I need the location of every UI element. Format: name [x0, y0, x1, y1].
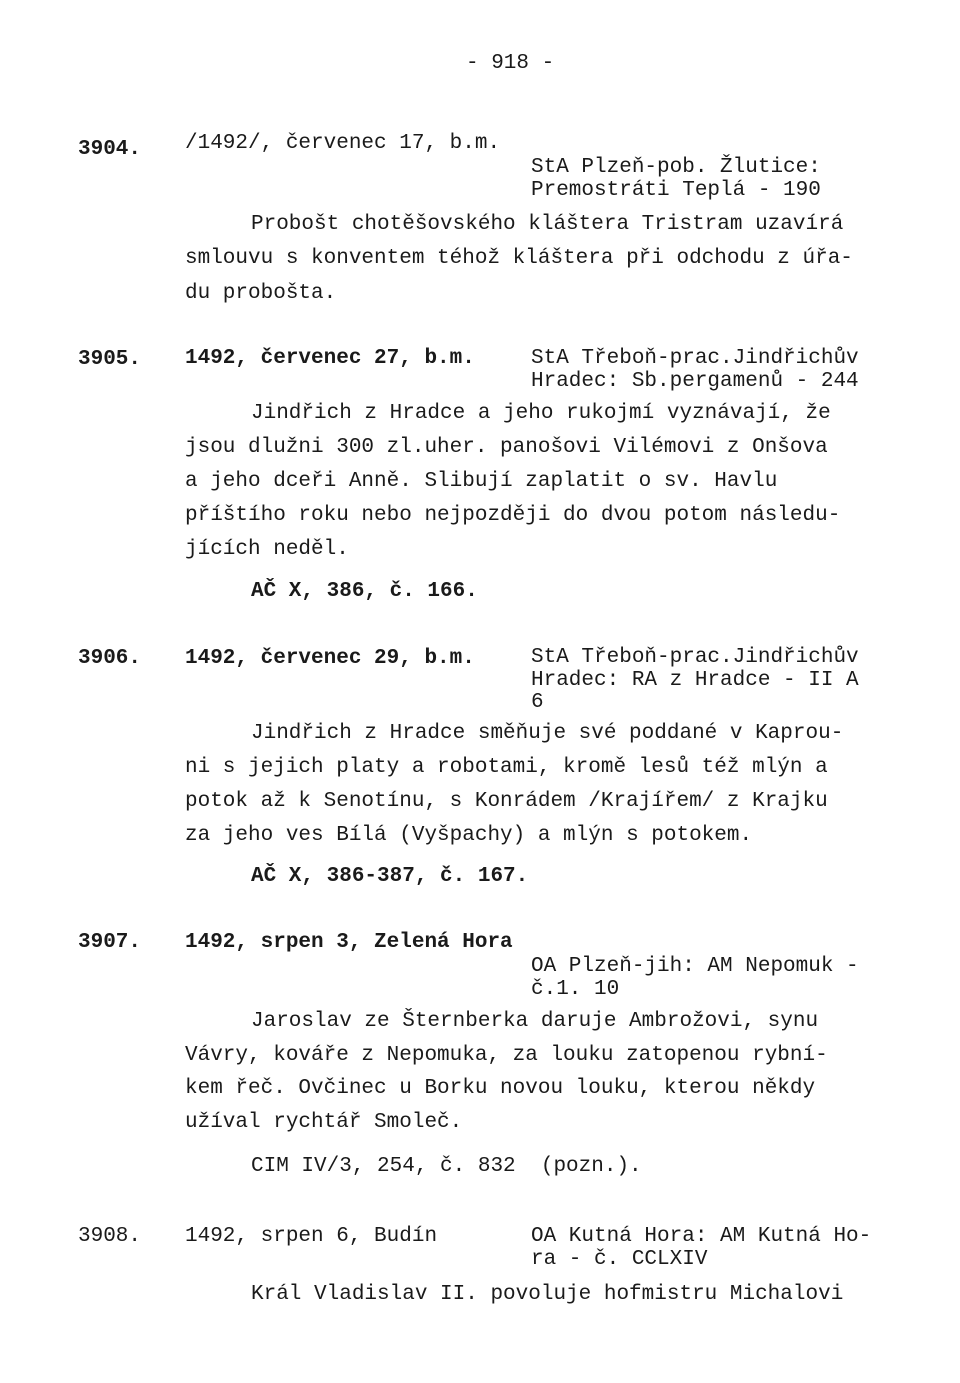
entry-number: 3907.: [78, 931, 142, 954]
regest-line: Jaroslav ze Šternberka daruje Ambrožovi, synu: [251, 1010, 819, 1033]
entry-date: 1492, červenec 29, b.m.: [185, 647, 475, 670]
page-number: - 918 -: [466, 52, 555, 75]
regest-line: Jindřich z Hradce směňuje své poddané v Kaprou-: [251, 722, 844, 745]
citation: AČ X, 386, č. 166.: [251, 580, 478, 603]
archive-line: ra - č. CCLXIV: [531, 1248, 708, 1271]
entry-date: /1492/, červenec 17, b.m.: [185, 132, 501, 155]
regest-line: za jeho ves Bílá (Vyšpachy) a mlýn s potokem.: [185, 824, 753, 847]
citation: AČ X, 386-387, č. 167.: [251, 865, 529, 888]
regest-line: Vávry, kováře z Nepomuka, za louku zatopenou rybní-: [185, 1044, 828, 1067]
regest-line: ni s jejich platy a robotami, kromě lesů též mlýn a: [185, 756, 828, 779]
entry-date: 1492, srpen 6, Budín: [185, 1225, 438, 1248]
entry-number: 3908.: [78, 1225, 142, 1248]
archive-line: OA Plzeň-jih: AM Nepomuk -: [531, 955, 859, 978]
regest-line: jících neděl.: [185, 538, 349, 561]
regest-line: užíval rychtář Smoleč.: [185, 1111, 463, 1134]
regest-line: kem řeč. Ovčinec u Borku novou louku, kterou někdy: [185, 1077, 816, 1100]
archive-line: Hradec: Sb.pergamenů - 244: [531, 370, 859, 393]
entry-date: 1492, červenec 27, b.m.: [185, 347, 475, 370]
regest-line: du probošta.: [185, 282, 337, 305]
archive-line: StA Třeboň-prac.Jindřichův: [531, 646, 859, 669]
archive-line: 6: [531, 691, 544, 714]
entry-date: 1492, srpen 3, Zelená Hora: [185, 931, 513, 954]
archive-line: StA Třeboň-prac.Jindřichův: [531, 347, 859, 370]
regest-line: a jeho dceři Anně. Slibují zaplatit o sv. Havlu: [185, 470, 778, 493]
regest-line: potok až k Senotínu, s Konrádem /Krajířem/ z Krajku: [185, 790, 828, 813]
regest-line: Jindřich z Hradce a jeho rukojmí vyznávají, že: [251, 402, 831, 425]
entry-number: 3906.: [78, 647, 142, 670]
regest-line: Probošt chotěšovského kláštera Tristram uzavírá: [251, 213, 844, 236]
citation: CIM IV/3, 254, č. 832 (pozn.).: [251, 1155, 642, 1178]
entry-number: 3904.: [78, 138, 142, 161]
regest-line: smlouvu s konventem téhož kláštera při odchodu z úřa-: [185, 247, 853, 270]
regest-line: jsou dlužni 300 zl.uher. panošovi Vilémovi z Onšova: [185, 436, 828, 459]
regest-line: Král Vladislav II. povoluje hofmistru Michalovi: [251, 1283, 844, 1306]
regest-line: příštího roku nebo nejpozději do dvou potom následu-: [185, 504, 841, 527]
archive-line: OA Kutná Hora: AM Kutná Ho-: [531, 1225, 872, 1248]
archive-line: StA Plzeň-pob. Žlutice:: [531, 156, 821, 179]
archive-line: Hradec: RA z Hradce - II A: [531, 669, 859, 692]
entry-number: 3905.: [78, 348, 142, 371]
archive-line: Premostráti Teplá - 190: [531, 179, 821, 202]
archive-line: č.1. 10: [531, 978, 620, 1001]
